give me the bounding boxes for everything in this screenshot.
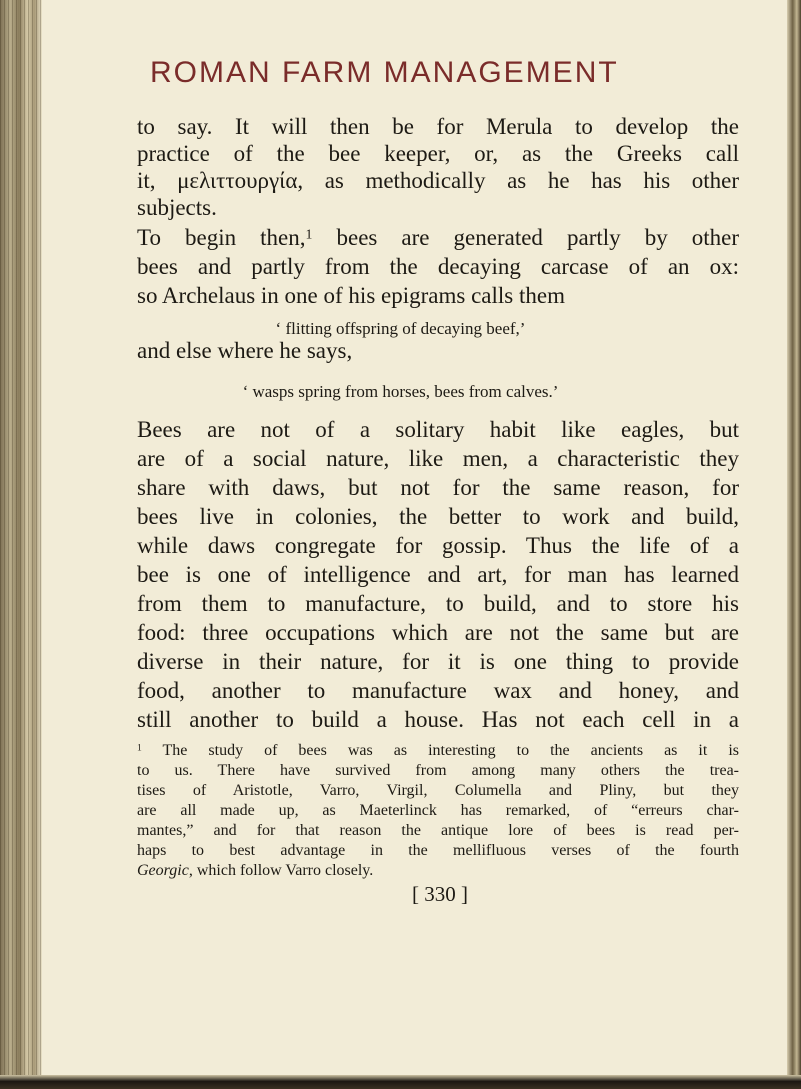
- footnote-line: [137, 862, 739, 880]
- footnote-line: haps to best advantage in the mellifluous verses of the fourth: [137, 842, 739, 859]
- body-line: are of a social nature, like men, a characteristic they: [137, 446, 739, 471]
- body-line: bee is one of intelligence and art, for man has learned: [137, 562, 739, 587]
- body-line: and else where he says,: [137, 338, 353, 363]
- running-head: ROMAN FARM MANAGEMENT: [150, 56, 619, 89]
- body-line: Bees are not of a solitary habit like eagles, but: [137, 417, 739, 442]
- footnote-line: mantes,” and for that reason the antique lore of bees is read per-: [137, 822, 739, 839]
- paragraph-start: To begin then,: [137, 225, 306, 250]
- footnote-line: [137, 742, 739, 760]
- quotation: ‘ flitting offspring of decaying beef,’: [275, 319, 526, 338]
- body-line: it, μελιττουργία, as methodically as he has his other: [137, 168, 739, 193]
- body-line: subjects.: [137, 195, 217, 220]
- body-line: so Archelaus in one of his epigrams calls them: [137, 283, 565, 308]
- footnote-text: The study of bees was as interesting to the ancients as it is: [141, 742, 739, 759]
- body-line: practice of the bee keeper, or, as the Greeks call: [137, 141, 739, 166]
- body-line: bees live in colonies, the better to work and build,: [137, 504, 739, 529]
- page-edge-bottom: [0, 1075, 801, 1089]
- body-line: diverse in their nature, for it is one thing to provide: [137, 649, 739, 674]
- footnote-marker: 1: [137, 742, 142, 754]
- footnote-ref: 1: [305, 226, 313, 242]
- work-title: Georgic: [137, 862, 189, 879]
- footnote-line: tises of Aristotle, Varro, Virgil, Columella and Pliny, but they: [137, 782, 739, 799]
- body-line: [137, 225, 739, 251]
- body-line: bees and partly from the decaying carcase of an ox:: [137, 254, 739, 279]
- paragraph-rest: bees are generated partly by other: [312, 225, 740, 250]
- body-line: still another to build a house. Has not each cell in a: [137, 707, 739, 732]
- page-number: [ 330 ]: [412, 882, 468, 906]
- body-line: food, another to manufacture wax and honey, and: [137, 678, 739, 703]
- body-line: while daws congregate for gossip. Thus the life of a: [137, 533, 739, 558]
- body-line: to say. It will then be for Merula to develop the: [137, 114, 739, 139]
- body-line: from them to manufacture, to build, and to store his: [137, 591, 739, 616]
- footnote-line: are all made up, as Maeterlinck has remarked, of “erreurs char-: [137, 802, 739, 819]
- body-line: food: three occupations which are not the same but are: [137, 620, 739, 645]
- body-line: share with daws, but not for the same reason, for: [137, 475, 739, 500]
- quotation: ‘ wasps spring from horses, bees from calves.’: [242, 382, 559, 401]
- book-gutter-left: [0, 0, 42, 1089]
- footnote-line: to us. There have survived from among many others the trea-: [137, 762, 739, 779]
- footnote-text: , which follow Varro closely.: [188, 862, 374, 879]
- page-edge-right: [787, 0, 801, 1089]
